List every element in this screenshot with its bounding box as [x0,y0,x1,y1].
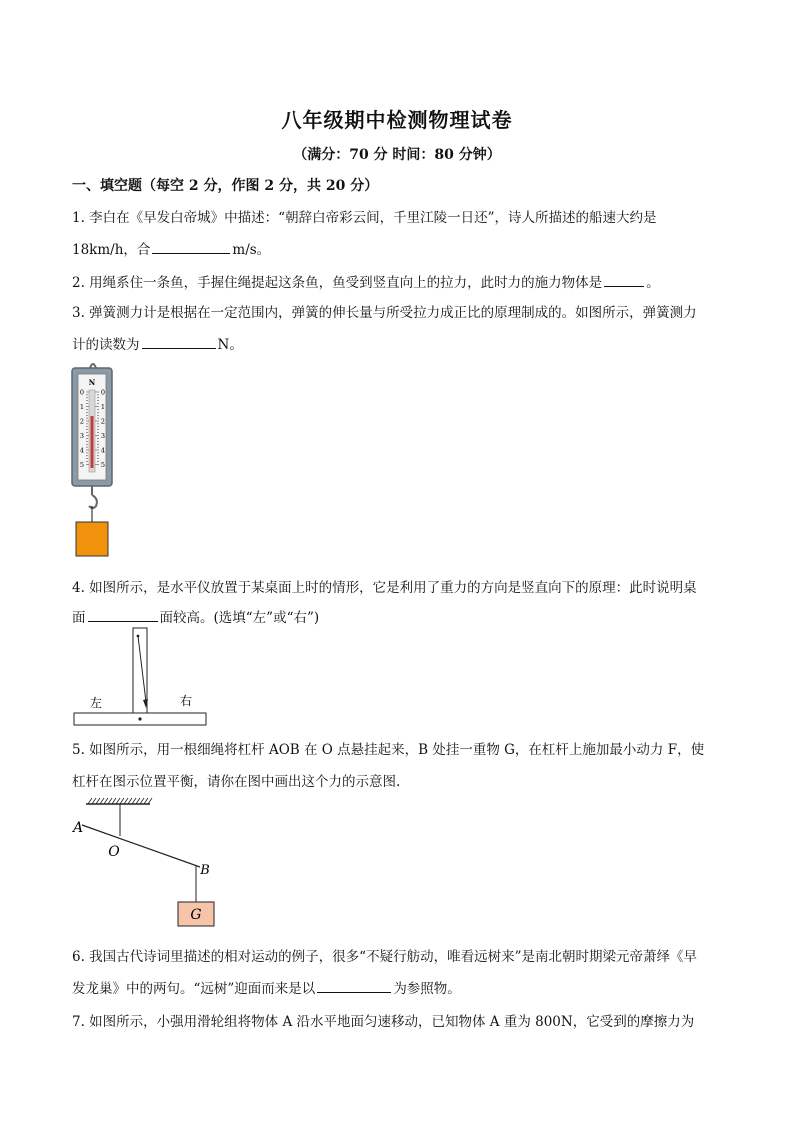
label-left: 左 [89,696,103,710]
question-7-line-1: 7. 如图所示，小强用滑轮组将物体 A 沿水平地面匀速移动，已知物体 A 重为 800N，它受到的摩擦力为 [72,1014,695,1030]
hatch-mark [104,798,108,804]
hatch-mark [116,798,120,804]
spring-indicator [91,416,94,468]
question-6-line-1: 6. 我国古代诗词里描述的相对运动的例子，很多“不疑行舫动，唯看远树来”是南北朝时期梁元帝萧绎《早 [72,949,697,965]
hatch-mark [88,798,92,804]
question-3-answer-blank[interactable] [142,334,216,349]
question-6-prefix: 发龙巢》中的两句。“远树”迎面而来是以 [72,981,316,997]
question-6-line-2 [72,977,461,997]
lever-bar [82,825,200,867]
hatch-mark [112,798,116,804]
label-right: 右 [179,694,193,708]
label-b: B [200,863,210,878]
question-1-line-2 [72,238,270,258]
question-3-prefix: 计的读数为 [72,337,140,353]
question-4-suffix: 面较高。(选填“左”或“右”) [159,610,320,626]
scale-label-left: 2 [79,417,85,426]
center-mark [138,717,141,720]
question-5-line-1: 5. 如图所示，用一根细绳将杠杆 AOB 在 O 点悬挂起来，B 处挂一重物 G，在杠杆上施加最小动力 F，使 [72,742,705,758]
question-4-answer-blank[interactable] [88,607,158,622]
pivot-point [137,635,140,638]
scale-label-left: 1 [79,403,85,411]
scale-label-left: 3 [79,432,85,440]
question-2-text: 2. 用绳系住一条鱼，手握住绳提起这条鱼，鱼受到竖直向上的拉力，此时力的施力物体是 [72,275,603,291]
hatch-mark [144,798,148,804]
hatch-mark [92,798,96,804]
exam-info: （满分：70 分 时间：80 分钟） [293,147,501,163]
question-4-line-2 [72,606,319,626]
question-4-prefix: 面 [72,610,86,626]
question-3-line-2 [72,333,243,353]
question-4-line-1: 4. 如图所示，是水平仪放置于某桌面上时的情形，它是利用了重力的方向是竖直向下的原理：此时说明桌 [72,580,697,596]
question-6-answer-blank[interactable] [317,978,391,993]
spirit-level-figure [70,624,210,730]
scale-label-right: 5 [100,461,106,469]
question-2-answer-blank[interactable] [604,272,644,287]
hatch-mark [128,798,132,804]
scale-label-left: 0 [79,388,85,397]
hatch-mark [100,798,104,804]
hook-icon [89,495,97,508]
ceiling-hatch [88,798,152,804]
page-title: 八年级期中检测物理试卷 [281,108,513,132]
hatch-mark [140,798,144,804]
label-o: O [108,844,120,860]
hatch-mark [124,798,128,804]
hatch-mark [120,798,124,804]
question-3-line-1: 3. 弹簧测力计是根据在一定范围内，弹簧的伸长量与所受拉力成正比的原理制成的。如图所示，弹簧测力 [72,305,697,321]
question-2-suffix: 。 [646,275,660,291]
scale-label-right: 0 [100,388,106,397]
scale-unit: N [88,378,96,387]
question-3-suffix: N。 [217,337,243,353]
scale-label-left: 5 [79,461,85,469]
question-5-line-2: 杠杆在图示位置平衡，请你在图中画出这个力的示意图. [72,774,401,790]
spring-scale-figure [66,360,126,562]
question-1-line-1: 1. 李白在《早发白帝城》中描述：“朝辞白帝彩云间，千里江陵一日还”，诗人所描述的船速大约是 [72,210,657,226]
question-1-suffix: m/s。 [232,242,271,258]
scale-label-left: 4 [79,446,85,455]
question-1-prefix: 18km/h，合 [72,242,151,258]
hatch-mark [108,798,112,804]
question-6-suffix: 为参照物。 [393,981,461,997]
scale-label-right: 4 [100,446,106,455]
weight-block [76,522,108,556]
question-1-answer-blank[interactable] [152,239,230,254]
label-g: G [190,907,202,923]
scale-label-right: 2 [100,417,106,426]
lever-figure [68,796,228,932]
scale-label-right: 3 [100,432,106,440]
label-a: A [72,820,84,836]
section-heading-fill-blank: 一、填空题（每空 2 分，作图 2 分，共 20 分） [72,178,379,194]
hatch-mark [148,798,152,804]
hatch-mark [136,798,140,804]
scale-label-right: 1 [100,403,106,411]
hatch-mark [132,798,136,804]
question-2-line [72,271,660,291]
hatch-mark [96,798,100,804]
